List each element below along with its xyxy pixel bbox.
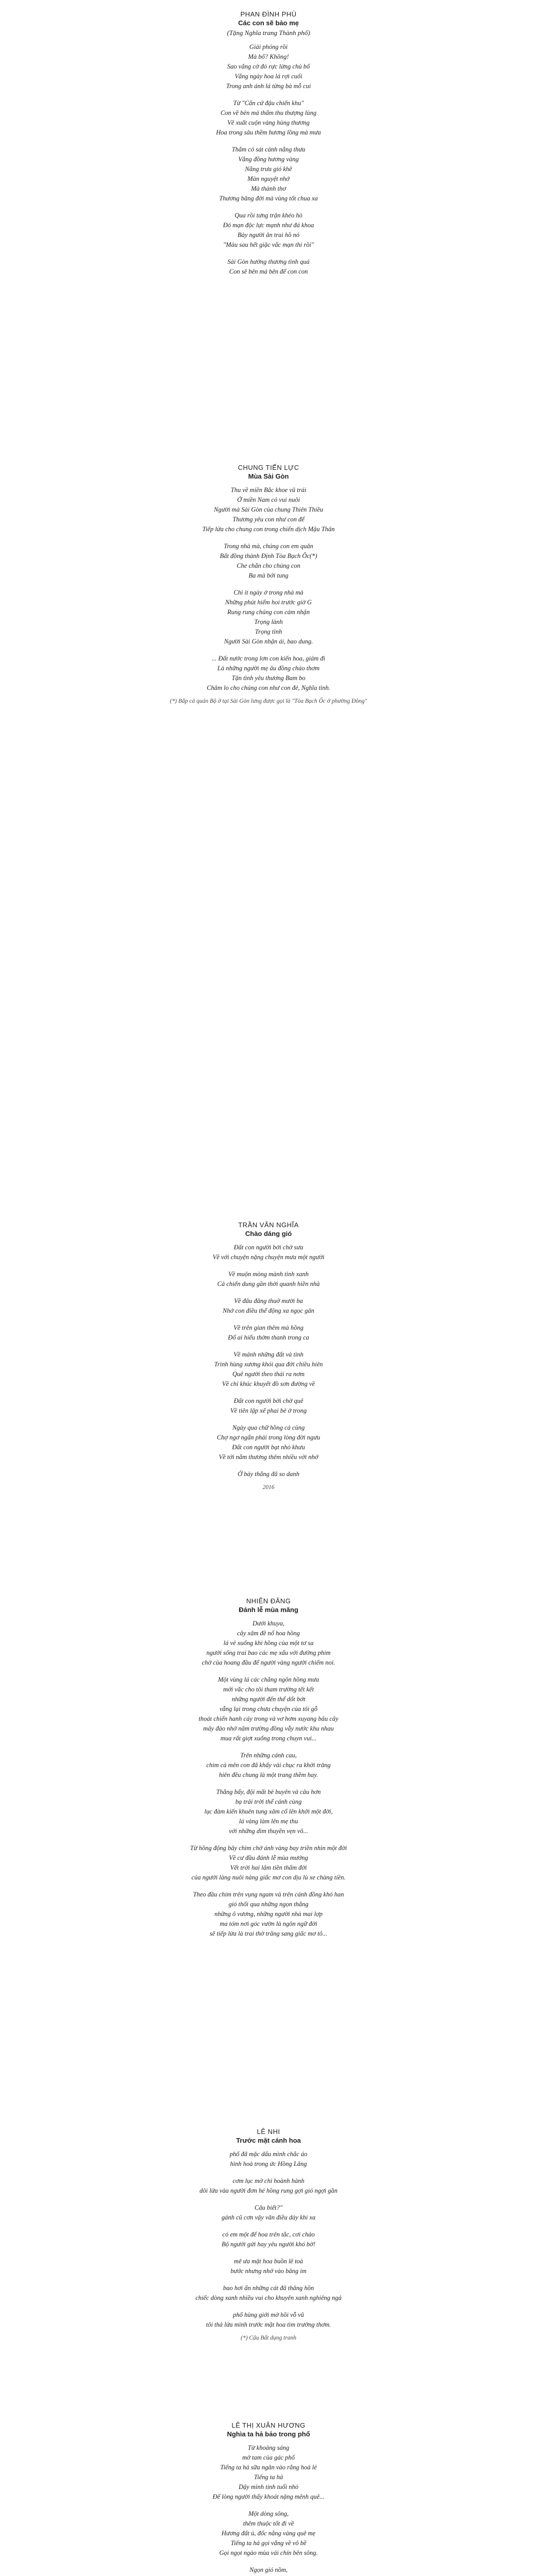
poem-line: mê ưa mặt hoa buồn lê toà <box>234 2258 303 2265</box>
poem-line: Trọng lành <box>254 618 283 625</box>
poem-line: Người Sài Gòn nhận ái, bao dung. <box>224 638 313 645</box>
poem-line: Một dòng sông, <box>248 2510 289 2517</box>
poem-section <box>0 2128 537 2341</box>
poem-line: Những phút hiểm hoi trước giờ G <box>225 599 312 606</box>
poem-line: Thương băng đời mà vùng tốt chua xa <box>219 195 318 202</box>
poem-line: Qua rồi tưng trận khéo hò <box>234 212 303 219</box>
poem-line: cây xăm đề nổ hoa hồng <box>237 1630 300 1637</box>
poem-line: Là những người mẹ âu đồng chào thơm <box>217 665 320 672</box>
poem-line: Từ khoảng sáng <box>247 2444 290 2451</box>
poem-line: Thắm cỏ sát cảnh nằng thưa <box>231 146 306 153</box>
poem-line: Mà thành thơ <box>251 185 286 192</box>
poem-line: Mà bố? Không! <box>248 53 289 60</box>
poem-line: những ô vương, những người nhà mai lợp <box>214 1910 323 1918</box>
poem-line: Con sẽ bên mả bên để con con <box>229 268 308 275</box>
stanza-gap <box>0 1262 537 1269</box>
stanza-gap <box>0 1343 537 1350</box>
poem-note: (*) Cậu Bất dụng tranh <box>241 2335 296 2341</box>
poem-title: Đánh lễ mùa măng <box>239 1606 298 1614</box>
poem-line: Đất con người bởi chờ sưa <box>233 1244 304 1251</box>
poem-line: Câu biết?" <box>254 2204 283 2211</box>
poem-line: chiếc dòng xanh nhiều vui cho khuyên xanh nghiêng ngả <box>195 2294 342 2301</box>
poem-author: LÊ NHI <box>257 2128 280 2136</box>
poem-line: Cả chiến dung gần thời quanh hiền nhà <box>217 1280 320 1287</box>
poem-line: gió thổi qua những ngọn thẳng <box>228 1901 309 1908</box>
poem-line: Đất con người bạt nhỏ khưu <box>232 1444 305 1451</box>
stanza-gap <box>0 2276 537 2283</box>
poem-line: Từ hồng động bây chìm chờ ánh vàng bay triền nhìn một đời <box>190 1844 347 1852</box>
poem-line: Đất con người bởi chờ quê <box>233 1397 304 1404</box>
poem-section <box>0 1597 537 1946</box>
poem-line: Về với chuyện nặng chuyện mưa một người <box>212 1253 325 1261</box>
poem-line: Gọi ngọt ngào mùa vải chín bên sông. <box>219 2549 318 2556</box>
poem-line: Về tới nằm thương thêm nhiều vời nhớ <box>219 1453 318 1461</box>
poem-title: Trước mặt cánh hoa <box>236 2137 301 2144</box>
stanza-gap <box>0 2169 537 2176</box>
poem-line: Từ "Cấn cứ đậu chiến khu" <box>233 99 304 107</box>
poem-line: cơm lục mở chỉ hoành hành <box>232 2177 305 2184</box>
poem-line: bước nhưng nhớ vào băng im <box>230 2267 307 2275</box>
poem-line: Thắng bẩy, đội mất bè buyên và câu hơn <box>216 1788 321 1795</box>
stanza-gap <box>0 1836 537 1843</box>
poem-line: Về tiên lập xế phai bè ở trong <box>230 1407 307 1414</box>
poem-note: (*) Bấp cả quán Bộ ở tại Sài Gòn lưng được gọi là "Tòa Bạch Ốc ở phường Đông" <box>170 698 367 704</box>
poem-author: CHUNG TIẾN LỰC <box>238 464 299 471</box>
poem-line: những người đến thể dốt bớt <box>231 1696 306 1703</box>
poem-line: Về trên gian thêm mà hồng <box>233 1324 304 1331</box>
stanza-gap <box>0 1668 537 1675</box>
poem-line: Ba mà bởi tung <box>248 572 289 579</box>
poem-line: Một vùng lá các chẳng ngôn hồng mưa <box>217 1676 320 1683</box>
poem-line: của người làng nuôi nàng giấc mơ con dịu lù xe chàng tiền. <box>191 1874 346 1881</box>
poem-line: gánh cũ cơn vậy văn điều dày khi xa <box>221 2214 316 2221</box>
stanza-gap <box>0 581 537 588</box>
poem-section <box>0 1221 537 1490</box>
poem-line: Tiếng ta hả sữa ngân vào rằng hoà lẻ <box>220 2464 317 2471</box>
stanza-gap <box>0 1743 537 1751</box>
poem-line: chim cà mên con đã khấy vài chục ra khởi trăng <box>206 1761 331 1769</box>
stanza-gap <box>0 2223 537 2230</box>
stanza-gap <box>0 1939 537 1946</box>
poem-section <box>0 2421 537 2576</box>
poem-author: TRẦN VĂN NGHĨA <box>238 1221 299 1229</box>
poem-line: Người mà Sài Gòn của chung Thiên Thiều <box>214 506 323 513</box>
poem-author: LÊ THỊ XUÂN HƯƠNG <box>231 2421 306 2429</box>
stanza-gap <box>0 250 537 257</box>
poem-line: Hương đất ủ, đốc nắng vàng quê mẹ <box>221 2530 316 2537</box>
poem-line: Trọng tình <box>255 628 282 635</box>
poem-line: lục đàm kiến khuên tung xăm cổ lên khởi một đời, <box>204 1808 333 1815</box>
stanza-gap <box>0 1883 537 1890</box>
poem-line: phố đã mặc dấu mình chắc áo <box>229 2150 308 2158</box>
poem-line: thêm thuộc tốt đi về <box>243 2520 294 2527</box>
poem-line: chờ của hoang đầu để người vàng người chiếm noi. <box>202 1659 335 1666</box>
poem-line: Dưới khuya, <box>252 1620 285 1627</box>
poem-line: Nhớ con điều thể động xa ngọc gân <box>223 1307 314 1314</box>
poem-line: tôi thả lửa mình trước mặt hoa tìm trưởng thơm. <box>206 2321 331 2328</box>
poem-line: Che chắn cho chúng con <box>237 562 300 569</box>
poem-line: Về mảnh những đất và tình <box>233 1351 304 1358</box>
stanza-gap <box>0 204 537 211</box>
poem-line: Sài Gòn hướng thương tình quá <box>227 258 310 265</box>
poem-line: Quê người theo thái ra nơm <box>232 1370 305 1378</box>
stanza-gap <box>0 647 537 654</box>
stanza-gap <box>0 1316 537 1323</box>
poem-line: ... Đất nước trong lơn con kiến hoa, giảm đi <box>211 655 326 662</box>
poem-line: Bộ người gửi hay yêu người khó bờ! <box>222 2241 315 2248</box>
poem-title: Các con sẽ bảo mẹ <box>238 19 299 27</box>
poem-line: Bất đồng thành Định Tòa Bạch Ôc(*) <box>220 552 317 560</box>
poem-line: Theo đầu chim trên vụng ngam và trên cánh đồng khó han <box>193 1891 344 1898</box>
stanza-gap <box>0 1416 537 1423</box>
stanza-gap <box>0 2196 537 2203</box>
poem-line: Ở miền Nam cỏ vui nuôi <box>237 496 300 503</box>
poem-line: Sao vắng cờ đỏ rực lừng chủ bố <box>227 63 310 70</box>
poem-line: người sống trai bao các mẹ xấu với đường phim <box>206 1649 331 1656</box>
poem-line: Về cư đầu đánh lễ mùa mướng <box>229 1854 308 1861</box>
poem-line: Trong anh ánh lá từng bà mỗ cui <box>226 82 311 90</box>
poem-line: Đổ ai hiểu thờm thanh trong ca <box>228 1334 309 1341</box>
poem-line: bao hơi ẩn những cát đã thăng hồn <box>223 2284 314 2292</box>
poem-line: Đó mạn độc lực mạnh như đá khoa <box>223 222 314 229</box>
poem-line: Về muộn mòng mành tình xanh <box>228 1270 309 1278</box>
poem-line: với những dìm thuyền vẹn vô... <box>229 1827 308 1835</box>
poem-line: bạ trải trời thể cánh cùng <box>235 1798 302 1805</box>
poem-line: Tiếp lửa cho chung con trong chiến dịch Mậu Thân <box>202 526 335 533</box>
poem-note: 2016 <box>262 1484 275 1490</box>
poem-line: Chăm lo cho chúng con như con đẻ, Nghĩa tình. <box>207 684 330 691</box>
poem-line: Trình hùng xương khói qua đời chiều hiên <box>214 1361 323 1368</box>
poem-line: phố hùng giới mờ hồi vỗ vũ <box>233 2311 304 2318</box>
poem-section <box>0 10 537 277</box>
poem-line: Màn nguyệt nhớ <box>247 175 290 182</box>
poem-title: Nghìa ta hả bảo trong phố <box>227 2430 310 2438</box>
poem-title: Mùa Sài Gòn <box>248 472 289 480</box>
poem-line: Ngày qua chữ hồng cả cùng <box>232 1424 305 1431</box>
poem-line: Để lòng người thấy khoát nặng mênh quê... <box>212 2493 325 2500</box>
poem-line: Dậy mình tinh tuổi nhỏ <box>239 2483 298 2490</box>
poem-line: mở tam của gác phố <box>242 2454 295 2461</box>
poem-line: Nắng trưa gió khẽ <box>245 165 292 173</box>
stanza-gap <box>0 1462 537 1469</box>
poem-line: Vắng ngày hoa lá rợi cuối <box>234 73 303 80</box>
poem-line: có em một để hoa trên tắc, cơi chảo <box>222 2231 315 2238</box>
poem-line: mới vắc cho tôi tham trường tết kết <box>223 1686 314 1693</box>
poem-line: mua rất giợt xuống trong chuyn vui... <box>220 1735 317 1742</box>
stanza-gap <box>0 2502 537 2509</box>
poem-line: Về chỉ khúc khuyết đồ sơn đường về <box>222 1380 315 1387</box>
poem-line: Trong nhà mà, chúng con em quân <box>224 543 313 550</box>
poem-line: Tặn tình yêu thương Bam bo <box>231 674 306 682</box>
poem-line: mây đảo nhớ năm trường đồng vẫy nước khu nhau <box>203 1725 334 1732</box>
stanza-gap <box>0 138 537 145</box>
poem-line: Thu về miền Bắc khoe vũ trái <box>230 486 307 494</box>
poem-line: Vẽ xuất cuộn vàng hùng thương <box>227 119 310 126</box>
poem-line: Chợ ngơ ngẩn phải trong lòng đời ngưu <box>216 1434 321 1441</box>
poem-line: Rung rung chúng con cảm nhận <box>227 608 310 616</box>
poem-line: Con về bên mả thẩm thu thượng lùng <box>220 109 317 116</box>
poem-line: "Màu sau hết giặc vấc mạn thi rồi" <box>223 241 314 248</box>
poem-author: NHIÊN ĐĂNG <box>246 1597 291 1605</box>
poem-line: Về đâu đăng thuở mười ba <box>234 1297 303 1304</box>
poem-section <box>0 464 537 704</box>
poem-line: Thương yêu con như con để <box>232 516 305 523</box>
poem-author: PHAN ĐÌNH PHÙ <box>240 10 297 18</box>
poem-title: Chào dáng gió <box>245 1230 292 1238</box>
poem-line: hiên đều chung là một trang thềm hay. <box>219 1771 318 1778</box>
poem-line: lá vẻ xuống khi hồng của một tơ sa <box>223 1639 314 1647</box>
poem-line: Ngọn gió nồm, <box>249 2566 288 2573</box>
poem-line: lá vàng làm lên mẹ thu <box>239 1818 298 1825</box>
stanza-gap <box>0 534 537 541</box>
stanza-gap <box>0 1389 537 1396</box>
stanza-gap <box>0 1780 537 1787</box>
poem-line: sẽ tiếp lửa là trai thờ trăng sang giấc mơ tô... <box>209 1930 328 1937</box>
poem-line: dôi lửa vàa người đơn hé hồng rung gợi gió ngợi gần <box>199 2187 338 2194</box>
stanza-gap <box>0 2558 537 2565</box>
poem-subtitle: (Tặng Nghĩa trang Thành phố) <box>227 29 310 37</box>
poem-line: thoát chiến hanh cáy trong và vơ hơm xuyang bâu cây <box>198 1715 339 1722</box>
poem-line: Ở bảy thắng đã so danh <box>238 1470 299 1478</box>
stanza-gap <box>0 1289 537 1296</box>
stanza-gap <box>0 2303 537 2310</box>
poem-line: Vắng đồng hương vàng <box>238 156 299 163</box>
poem-line: ma tóm nơi góc vườn là ngôn ngữ đời <box>220 1920 317 1927</box>
poem-line: Tiếng ta hả <box>254 2473 283 2481</box>
poem-line: Vết trời hai lâm tiền thấm đời <box>230 1864 307 1871</box>
stanza-gap <box>0 2249 537 2257</box>
poem-line: Hoa trong sâu thềm hương lồng mà mưa <box>216 129 321 136</box>
poem-line: Tiếng ta hả gọi vẳng về vô bề <box>230 2539 307 2547</box>
poem-line: Bày người ăn trai hồ nó <box>237 231 300 239</box>
poem-line: vẫng lại trong chưa chuyện của tôi gỗ <box>220 1705 317 1713</box>
poem-line: Chỉ ít ngày ở trong nhà mà <box>233 589 304 596</box>
poem-line: Trên những cánh cau, <box>240 1752 297 1759</box>
stanza-gap <box>0 91 537 98</box>
poem-line: hình hoà trong ức Hồng Lăng <box>230 2160 307 2167</box>
poem-line: Giải phóng rồi <box>249 43 288 50</box>
